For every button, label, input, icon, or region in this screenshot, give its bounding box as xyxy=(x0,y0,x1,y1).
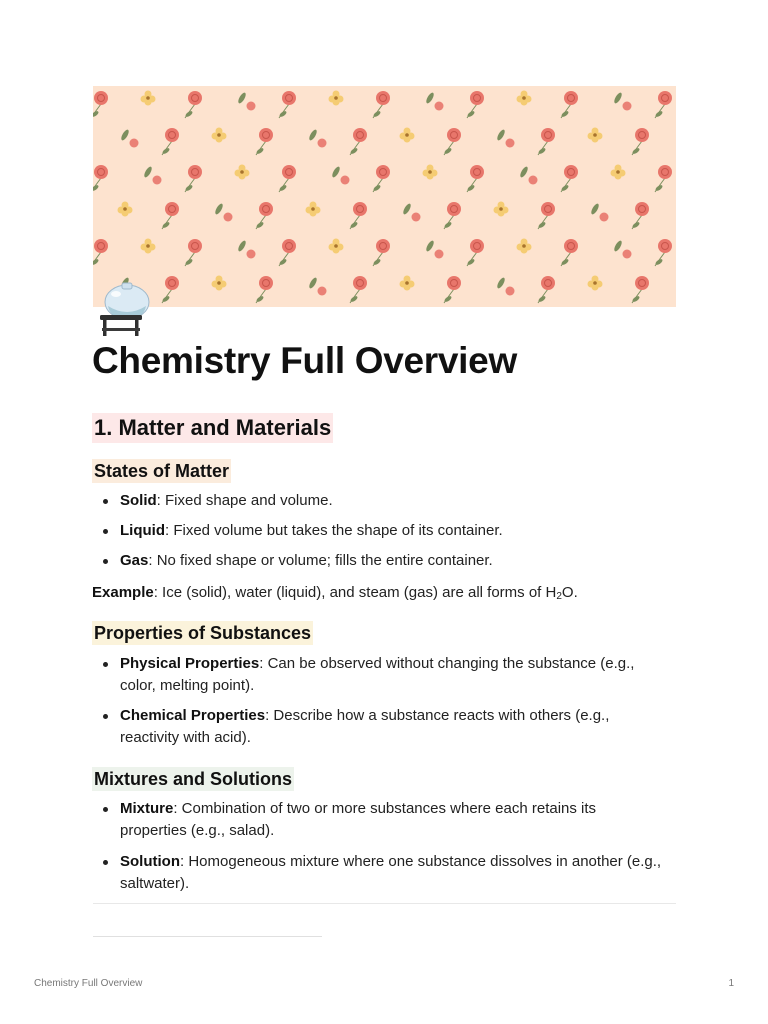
properties-list xyxy=(92,653,662,749)
section-heading-matter: 1. Matter and Materials xyxy=(92,413,333,443)
term: Liquid xyxy=(120,522,165,539)
states-list xyxy=(92,490,662,572)
list-item xyxy=(92,653,662,697)
definition: : Fixed shape and volume. xyxy=(156,492,333,509)
example-text: : Ice (solid), water (liquid), and steam (gas) are all forms of H xyxy=(153,584,557,601)
term: Mixture xyxy=(120,800,174,817)
definition: : Can be observed without changing the substance (e.g., color, melting point). xyxy=(120,655,635,694)
round-bottom-flask-icon xyxy=(94,282,152,338)
term: Physical Properties xyxy=(120,655,260,672)
list-item xyxy=(92,520,662,542)
list-item xyxy=(92,705,662,749)
page-title: Chemistry Full Overview xyxy=(92,340,517,381)
list-item xyxy=(92,798,662,842)
term: Solid xyxy=(120,492,157,509)
term: Solution xyxy=(120,853,180,870)
definition: : Describe how a substance reacts with others (e.g., reactivity with acid). xyxy=(120,707,610,746)
definition: : No fixed shape or volume; fills the entire container. xyxy=(148,552,493,569)
definition: : Combination of two or more substances where each retains its properties (e.g., salad). xyxy=(120,800,597,839)
subheading-mixtures: Mixtures and Solutions xyxy=(94,769,293,789)
list-item xyxy=(92,851,662,895)
divider-short xyxy=(93,936,322,937)
page-number: 1 xyxy=(728,978,734,989)
floral-pattern xyxy=(93,86,676,307)
definition: : Homogeneous mixture where one substance dissolves in another (e.g., saltwater). xyxy=(120,853,662,892)
divider xyxy=(93,903,676,904)
example-tail: O. xyxy=(561,584,578,601)
subheading-properties: Properties of Substances xyxy=(94,623,312,643)
example-paragraph xyxy=(92,582,578,608)
list-item xyxy=(92,490,662,512)
subscript: 2 xyxy=(556,591,562,602)
mixtures-list xyxy=(92,798,662,895)
term: Chemical Properties xyxy=(120,707,266,724)
term: Gas xyxy=(120,552,149,569)
example-label: Example xyxy=(92,584,154,601)
footer-title: Chemistry Full Overview xyxy=(34,978,143,989)
list-item xyxy=(92,550,662,572)
cover-image xyxy=(93,86,676,307)
subheading-states-of-matter: States of Matter xyxy=(94,461,230,481)
definition: : Fixed volume but takes the shape of its container. xyxy=(165,522,503,539)
